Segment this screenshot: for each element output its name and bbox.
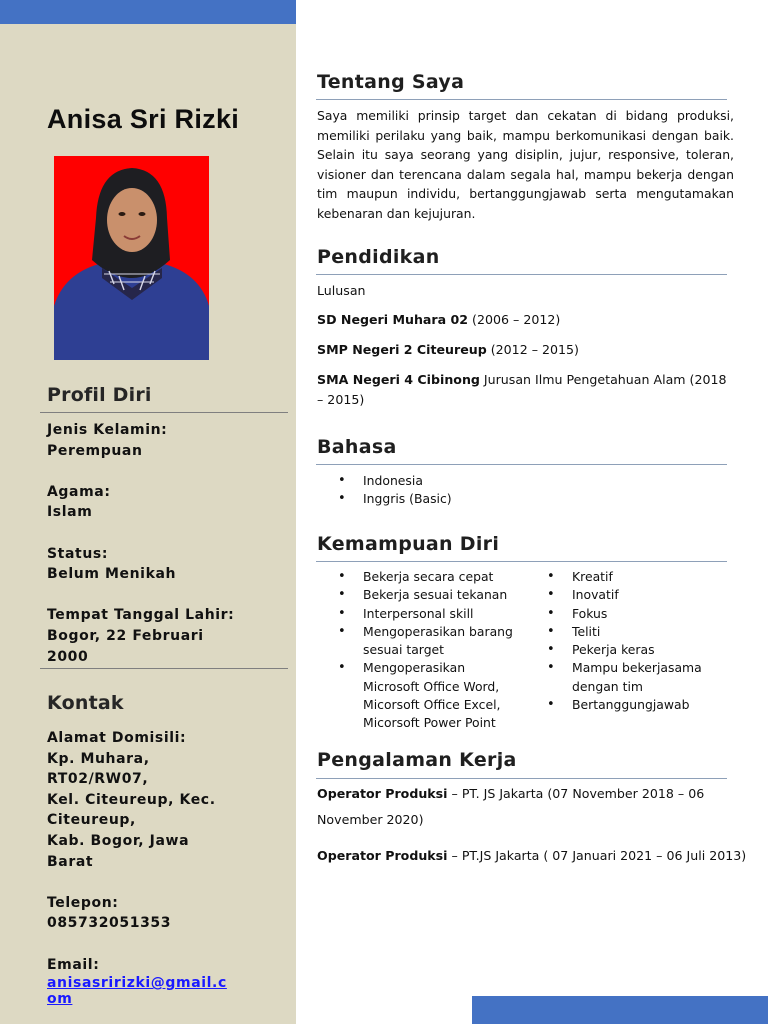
contact-divider-top	[40, 668, 288, 669]
education-item	[317, 370, 729, 410]
school-name: SMP Negeri 2 Citeureup	[317, 342, 487, 357]
profile-details	[47, 420, 287, 667]
profile-photo	[54, 156, 209, 360]
profile-divider	[40, 412, 288, 413]
birth-label: Tempat Tanggal Lahir:	[47, 607, 235, 624]
list-item: • Bertanggungjawab	[547, 696, 727, 714]
list-item: • Bekerja sesuai tekanan	[338, 586, 522, 604]
experience-divider	[316, 778, 727, 779]
religion-value: Islam	[47, 504, 93, 521]
job-item	[317, 781, 717, 833]
top-accent-bar	[0, 0, 296, 24]
gender-label: Jenis Kelamin:	[47, 422, 168, 438]
list-item: • Inovatif	[547, 586, 727, 604]
education-item	[317, 310, 737, 330]
job-role: Operator Produksi	[317, 786, 448, 801]
address-line: RT02/RW07,	[47, 771, 149, 788]
list-item: • Bekerja secara cepat	[338, 568, 522, 586]
list-item: • Indonesia	[338, 472, 638, 490]
bottom-accent-bar	[472, 996, 768, 1024]
list-item: • Pekerja keras	[547, 641, 727, 659]
status-value: Belum Menikah	[47, 566, 177, 583]
gender-value: Perempuan	[47, 442, 143, 459]
school-detail: (2012 – 2015)	[486, 342, 579, 357]
address-line: Citeureup,	[47, 812, 136, 829]
experience-heading: Pengalaman Kerja	[317, 749, 517, 771]
email-link[interactable]: anisasririzki@gmail.com	[47, 975, 227, 1008]
phone-label: Telepon:	[47, 894, 119, 911]
phone-value: 085732051353	[47, 915, 172, 932]
profile-heading: Profil Diri	[47, 384, 152, 406]
profile-photo-icon	[54, 156, 209, 360]
list-item: • Interpersonal skill	[338, 605, 522, 623]
list-item: • Fokus	[547, 605, 727, 623]
skills-heading: Kemampuan Diri	[317, 533, 500, 555]
birth-value-line1: Bogor, 22 Februari	[47, 627, 204, 644]
status-label: Status:	[47, 545, 109, 562]
job-item	[317, 843, 747, 869]
school-detail: (2006 – 2012)	[468, 312, 561, 327]
languages-heading: Bahasa	[317, 436, 397, 458]
about-text: Saya memiliki prinsip target dan cekatan di bidang produksi, memiliki perilaku yang baik, mampu berkomunikasi dengan baik. Selain itu saya seorang yang disiplin, jujur, responsive, toleran, visioner dan terencana dalam segala hal, mampu bekerja dengan tim maupun individu, bertanggungjawab serta mengutamakan kebenaran dan kejujuran.	[317, 108, 734, 221]
address-line: Barat	[47, 853, 94, 870]
languages-list	[338, 472, 638, 509]
education-heading: Pendidikan	[317, 246, 440, 268]
about-divider	[316, 99, 727, 100]
list-item: • Teliti	[547, 623, 727, 641]
list-item: • Mampu bekerjasama dengan tim	[547, 659, 727, 696]
education-item	[317, 340, 737, 360]
address-line: Kab. Bogor, Jawa	[47, 832, 190, 849]
school-detail: Jurusan Ilmu Pengetahuan Alam (2018 – 2015)	[317, 372, 727, 407]
education-intro: Lulusan	[317, 283, 366, 298]
about-heading: Tentang Saya	[317, 71, 465, 93]
education-divider	[316, 274, 727, 275]
job-detail: – PT.JS Jakarta ( 07 Januari 2021 – 06 Juli 2013)	[447, 848, 747, 863]
email-label: Email:	[47, 956, 100, 973]
school-name: SMA Negeri 4 Cibinong	[317, 372, 480, 387]
contact-details	[47, 728, 287, 1007]
address-line: Kel. Citeureup, Kec.	[47, 791, 216, 808]
school-name: SD Negeri Muhara 02	[317, 312, 469, 327]
list-item: • Inggris (Basic)	[338, 490, 638, 508]
list-item: • Kreatif	[547, 568, 727, 586]
religion-label: Agama:	[47, 483, 111, 500]
list-item: • Mengoperasikan Microsoft Office Word, Micorsoft Office Excel, Micorsoft Power Point	[338, 659, 522, 732]
job-detail: – PT. JS Jakarta (07 November 2018 – 06 November 2020)	[317, 786, 705, 827]
languages-divider	[316, 464, 727, 465]
birth-value-line2: 2000	[47, 648, 89, 665]
address-line: Kp. Muhara,	[47, 750, 150, 767]
skills-divider	[316, 561, 727, 562]
contact-heading: Kontak	[47, 692, 124, 714]
skills-list-left	[338, 568, 522, 733]
job-role: Operator Produksi	[317, 848, 448, 863]
skills-list-right	[547, 568, 727, 714]
address-label: Alamat Domisili:	[47, 730, 187, 746]
list-item: • Mengoperasikan barang sesuai target	[338, 623, 522, 660]
candidate-name: Anisa Sri Rizki	[47, 104, 240, 134]
